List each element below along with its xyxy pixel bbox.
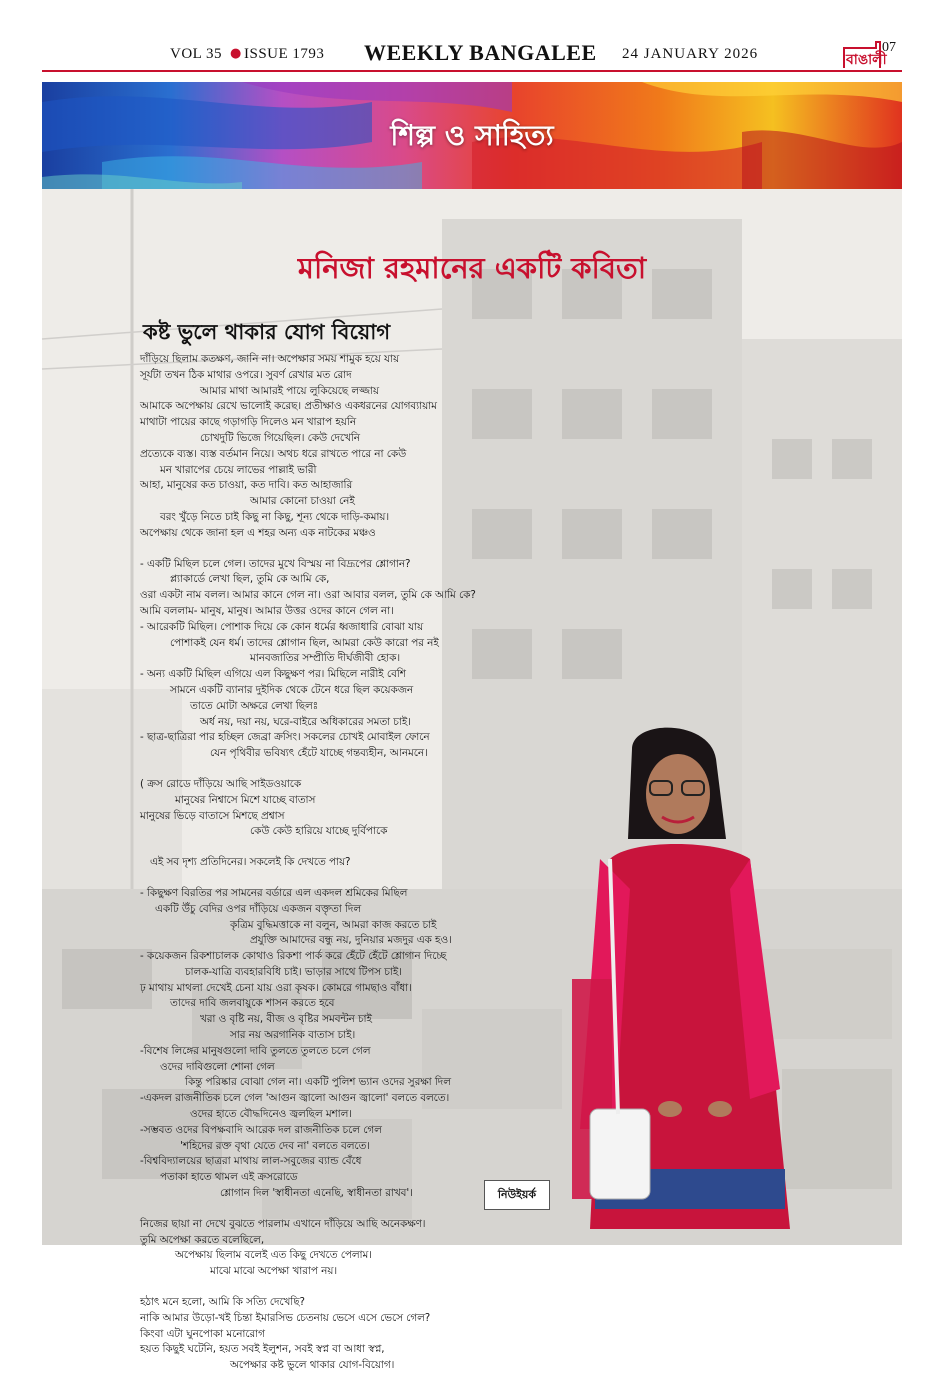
poem-line: একটি উঁচু বেদির ওপর দাঁড়িয়ে একজন বক্তৃতা দিল bbox=[155, 902, 362, 915]
poem-line: মাঝে মাঝে অপেক্ষা খারাপ নয়। bbox=[210, 1265, 338, 1278]
poem-line: মানবজাতির সম্প্রীতি দীর্ঘজীবী হোক। bbox=[250, 652, 401, 665]
poem-line: নাকি আমার উড়ো-খই চিন্তা ইমারসিভ চেতনায় ভেসে এসে ভেসে গেল? bbox=[140, 1311, 431, 1324]
poem-line: তাদের দাবি জলবায়ুকে শাসন করতে হবে bbox=[170, 997, 335, 1010]
poem-line: - আরেকটি মিছিল। পোশাক দিয়ে কে কোন ধর্মের ধ্বজাধারি বোঝা যায় bbox=[140, 620, 424, 633]
poem-line: চালক-যাত্রি ব্যবহারবিধি চাই। ভাড়ার সাথে টিপস চাই। bbox=[185, 965, 402, 978]
poem-line: ওদের হাতে বৌদ্ধদিনেও জ্বলছিল মশাল। bbox=[190, 1108, 352, 1121]
poem-line: - একটি মিছিল চলে গেল। তাদের মুখে বিস্ময় না বিদ্রূপের শ্লোগান? bbox=[140, 557, 411, 570]
poem-body bbox=[140, 352, 580, 1374]
poem-line: -বিশেষ লিঙ্গের মানুষগুলো দাবি তুলতে তুলতে চলে গেল bbox=[140, 1044, 371, 1057]
poet-photo bbox=[570, 729, 810, 1245]
poem-line: তাতে মোটা অক্ষরে লেখা ছিলঃ bbox=[190, 699, 319, 712]
newspaper-name: WEEKLY BANGALEE bbox=[364, 40, 597, 65]
bullet-separator: ● bbox=[230, 46, 242, 61]
poem-line: যেন পৃথিবীর ভবিষ্যৎ হেঁটে যাচ্ছে গন্তব্যহীন, আনমনে। bbox=[210, 747, 428, 760]
poem-line: -সম্ভবত ওদের বিপক্ষবাদি আরেক দল রাজনীতিক চলে গেল bbox=[140, 1123, 382, 1136]
poem-line: নিজের ছায়া না দেখে বুঝতে পারলাম এখানে দাঁড়িয়ে আছি অনেকক্ষণ। bbox=[140, 1217, 426, 1230]
poem-line: সামনে একটি ব্যানার দুইদিক থেকে টেনে ধরে ছিল কয়েকজন bbox=[170, 683, 414, 696]
poem-line: কৃত্রিম বুদ্ধিমত্তাকে না বলুন, আমরা কাজ করতে চাই bbox=[230, 918, 437, 931]
poem-line: হঠাৎ মনে হলো, আমি কি সত্যি দেখেছি? bbox=[140, 1296, 305, 1309]
poem-line: আমার কোনো চাওয়া নেই bbox=[250, 495, 355, 508]
poem-line: ওদের দাবিগুলো শোনা গেল bbox=[160, 1060, 275, 1073]
bangalee-logo bbox=[842, 38, 916, 70]
stanza-gap bbox=[140, 871, 580, 886]
poem-line: দাঁড়িয়ে ছিলাম কতক্ষণ, জানি না। অপেক্ষার সময় শামুক হয়ে যায় bbox=[140, 353, 400, 365]
poem-line: ( ক্রস রোডে দাঁড়িয়ে আছি সাইডওয়াকে bbox=[140, 777, 302, 790]
stanza-gap bbox=[140, 762, 580, 777]
poem-line: কিংবা এটা ঘুনপোকা মনোরোগ bbox=[140, 1327, 265, 1340]
stanza-gap bbox=[140, 840, 580, 855]
poem-line: অপেক্ষায় থেকে জানা হল এ শহর অন্য এক নাটকের মঞ্চও bbox=[140, 526, 376, 539]
poem-line: সূর্যটা তখন ঠিক মাথার ওপরে। সুবর্ণ রেখার মত রোদ bbox=[140, 368, 352, 381]
poem-line: পোশাকই যেন ধর্ম। তাদের শ্লোগান ছিল, আমরা কেউ কারো পর নই bbox=[170, 636, 439, 649]
stanza-gap bbox=[140, 1280, 580, 1295]
poem-line: চোখদুটি ভিজে গিয়েছিল। কেউ দেখেনি bbox=[200, 431, 360, 444]
poem-line: প্ল্যাকার্ডে লেখা ছিল, তুমি কে আমি কে, bbox=[170, 573, 330, 586]
poem-line: আমি বললাম- মানুষ, মানুষ। আমার উত্তর ওদের কানে গেল না। bbox=[140, 604, 394, 617]
poem-line: শ্লোগান দিল 'স্বাধীনতা এনেছি, স্বাধীনতা রাখব'। bbox=[220, 1187, 413, 1200]
section-title: শিল্প ও সাহিত্য bbox=[390, 119, 554, 152]
poem-line: পতাকা হাতে থামল এই ক্রসরোডে bbox=[160, 1171, 298, 1184]
poem-line: তুমি অপেক্ষা করতে বলেছিলে, bbox=[140, 1233, 265, 1246]
masthead bbox=[42, 38, 902, 70]
poem-line: মাথাটা পায়ের কাছে গড়াগড়ি দিলেও মন খারাপ হয়নি bbox=[140, 416, 356, 429]
poem-line: মানুষের নিশ্বাসে মিশে যাচ্ছে বাতাস bbox=[175, 793, 316, 806]
issue-number: ISSUE 1793 bbox=[244, 46, 325, 62]
poem-line: -একদল রাজনীতিক চলে গেল 'আগুন জ্বালো আগুন জ্বালো' বলতে বলতে। bbox=[140, 1092, 450, 1105]
poem-line: ঢ় মাথায় মাথলা দেখেই চেনা যায় ওরা কৃষক। কোমরে গামছাও বাঁধা। bbox=[140, 981, 412, 994]
poem-line: - কয়েকজন রিকশাচালক কোথাও রিকশা পার্ক করে হেঁটে হেঁটে শ্লোগান দিচ্ছে bbox=[140, 950, 447, 963]
poem-line: - ছাত্র-ছাত্রিরা পার হচ্ছিল জেব্রা ক্রসিং। সকলের চোখই মোবাইল ফোনে bbox=[140, 731, 430, 744]
poem-line: কেউ কেউ হারিয়ে যাচ্ছে দুর্বিপাকে bbox=[250, 825, 388, 838]
poem-line: প্রযুক্তি আমাদের বন্ধু নয়, দুনিয়ার মজদুর এক হও। bbox=[250, 934, 452, 947]
page-number: 07 bbox=[882, 40, 896, 55]
poem-line: মন খারাপের চেয়ে লাভের পাল্লাই ভারী bbox=[160, 463, 317, 476]
poem-line: অপেক্ষার কষ্ট ভুলে থাকার যোগ-বিয়োগ। bbox=[230, 1359, 395, 1372]
article-title: মনিজা রহমানের একটি কবিতা bbox=[297, 251, 647, 285]
poem-line: অপেক্ষায় ছিলাম বলেই এত কিছু দেখতে পেলাম। bbox=[175, 1249, 372, 1262]
poem-line: -বিশ্ববিদ্যালয়ের ছাত্ররা মাথায় লাল-সবুজের ব্যান্ড বেঁধে bbox=[140, 1155, 362, 1168]
poem-line: এই সব দৃশ্য প্রতিদিনের। সকলেই কি দেখতে পায়? bbox=[150, 856, 351, 869]
poem-line: - অন্য একটি মিছিল এগিয়ে এল কিছুক্ষণ পর। মিছিলে নারীই বেশি bbox=[140, 668, 406, 681]
poem-line: হয়ত কিছুই ঘটেনি, হয়ত সবই ইলুশন, সবই স্বপ্ন বা আধা স্বপ্ন, bbox=[140, 1343, 385, 1356]
stanza-gap bbox=[140, 542, 580, 557]
poem-line: আমার মাথা আমারই পায়ে লুকিয়েছে লজ্জায় bbox=[200, 384, 379, 397]
poem-line: মানুষের ভিড়ে বাতাসে মিশছে প্রশ্বাস bbox=[140, 809, 285, 822]
section-banner bbox=[42, 82, 902, 189]
poem-line: আহা, মানুষের কত চাওয়া, কত দাবি। কত আহাজারি bbox=[140, 479, 353, 492]
masthead-rule bbox=[42, 70, 902, 72]
poem-line: অর্ধ নয়, দয়া নয়, ঘরে-বাইরে অধিকারের সমতা চাই। bbox=[200, 715, 411, 728]
poem-line: বরং খুঁড়ে নিতে চাই কিছু না কিছু, শূন্য থেকে দাড়ি-কমায়। bbox=[160, 510, 390, 523]
logo-text: বাঙালী bbox=[846, 52, 887, 68]
poem-line: প্রত্যেকে ব্যস্ত। ব্যস্ত বর্তমান নিয়ে। অথচ ধরে রাখতে পারে না কেউ bbox=[140, 447, 407, 460]
location-tag: নিউইয়র্ক bbox=[484, 1180, 550, 1210]
poem-line: - কিছুক্ষণ বিরতির পর সামনের বর্ডারে এল একদল শ্রমিকের মিছিল bbox=[140, 886, 408, 899]
poem-line: আমাকে অপেক্ষায় রেখে ভালোই করেছ। প্রতীক্ষাও একধরনের যোগব্যায়াম bbox=[140, 400, 437, 413]
volume-number: VOL 35 bbox=[170, 46, 223, 62]
poem-line: কিন্তু পরিষ্কার বোঝা গেল না। একটি পুলিশ ভ্যান ওদের সুরক্ষা দিল bbox=[185, 1076, 451, 1089]
issue-date: 24 JANUARY 2026 bbox=[622, 46, 759, 62]
poem-line: 'শহিদের রক্ত বৃথা যেতে দেব না' বলতে বলতে। bbox=[180, 1139, 370, 1152]
poem-title: কষ্ট ভুলে থাকার যোগ বিয়োগ bbox=[143, 320, 391, 344]
poem-line: সার নয় অরগানিক বাতাস চাই। bbox=[230, 1029, 356, 1042]
poem-line: খরা ও বৃষ্টি নয়, বীজ ও বৃষ্টির সমবন্টন চাই bbox=[200, 1013, 372, 1026]
poem-line: ওরা একটা নাম বলল। আমার কানে গেল না। ওরা আবার বলল, তুমি কে আমি কে? bbox=[140, 589, 476, 602]
